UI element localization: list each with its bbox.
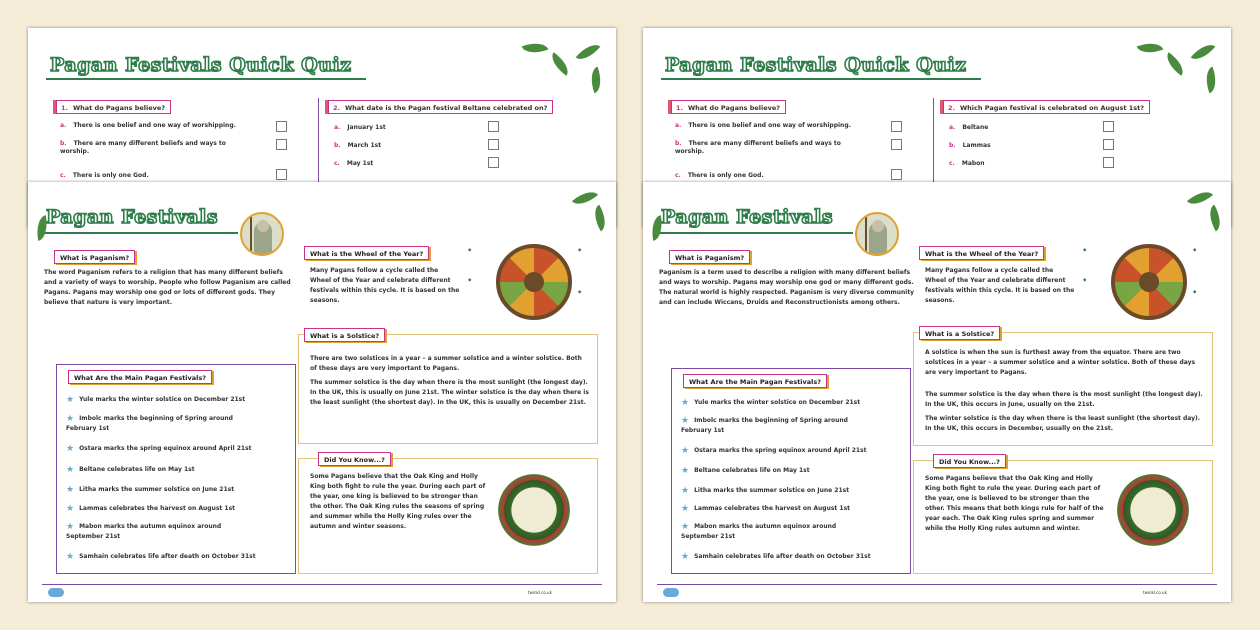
leaf-icon: [1162, 52, 1189, 76]
checkbox-1b[interactable]: [891, 139, 902, 150]
what-is-paganism-text: The word Paganism refers to a religion that has many different beliefs and a variety of ways to worship. People who follow Paganism are called Pagans. Pagans may worship one god or lots of different gods. They believe that nature is very important.: [44, 269, 291, 306]
festival-item: ★ Mabon marks the autumn equinox around September 21st: [681, 522, 837, 540]
star-icon: ★: [681, 398, 690, 408]
wheel-label: ◆: [1193, 248, 1197, 253]
footer-line: [657, 584, 1217, 585]
star-icon: ★: [66, 552, 75, 562]
festival-item: ★ Ostara marks the spring equinox around April 21st: [681, 446, 867, 456]
divider: [933, 98, 934, 188]
wheel-of-year-illustration: [496, 244, 572, 320]
solstice-text-1: There are two solstices in a year – a summer solstice and a winter solstice. Both of these days are very important to Pagans.: [310, 355, 582, 372]
star-icon: ★: [681, 552, 690, 562]
wheel-label: ◆: [1083, 278, 1087, 283]
leaf-icon: [547, 52, 574, 76]
option-1a: a. There is one belief and one way of worshipping.: [60, 122, 236, 129]
main-festivals-heading: What Are the Main Pagan Festivals?: [683, 374, 827, 388]
wheel-label: ◆: [468, 248, 472, 253]
star-icon: ★: [66, 395, 75, 405]
star-icon: ★: [681, 504, 690, 514]
wheel-heading: What is the Wheel of the Year?: [919, 246, 1044, 260]
festival-item: ★ Beltane celebrates life on May 1st: [681, 466, 810, 476]
option-1a: a. There is one belief and one way of worshipping.: [675, 122, 851, 129]
title-underline: [661, 78, 981, 80]
star-icon: ★: [66, 414, 75, 424]
festival-item: ★ Samhain celebrates life after death on October 31st: [681, 552, 871, 562]
option-2c: c. May 1st: [334, 160, 374, 167]
festival-item: ★ Yule marks the winter solstice on December 21st: [681, 398, 861, 408]
festival-item: ★ Litha marks the summer solstice on June 21st: [681, 486, 850, 496]
festival-item: ★ Samhain celebrates life after death on October 31st: [66, 552, 256, 562]
option-1b: b. There are many different beliefs and ways to worship.: [60, 140, 226, 155]
checkbox-2c[interactable]: [488, 157, 499, 168]
leaf-icon: [576, 39, 601, 65]
option-1c: c. There is only one God.: [60, 172, 149, 179]
solstice-text-3: The winter solstice is the day when there is the least sunlight (the shortest day). In the UK, this occurs in December, usually on the 21st.: [925, 415, 1201, 432]
star-icon: ★: [66, 444, 75, 454]
info-sheet: [28, 182, 616, 602]
druid-illustration: [240, 212, 284, 256]
festival-item: ★ Imbolc marks the beginning of Spring around February 1st: [66, 414, 233, 432]
wheel-heading: What is the Wheel of the Year?: [304, 246, 429, 260]
checkbox-1a[interactable]: [891, 121, 902, 132]
checkbox-2a[interactable]: [488, 121, 499, 132]
what-is-paganism-text: Paganism is a term used to describe a religion with many different beliefs and ways to worship. Pagans may worship one god or many different gods. The natural world is highly respected. Paganism is very diverse community and can include Wiccans, Druids and Reconstructionists among others.: [659, 269, 915, 306]
wheel-label: ◆: [1193, 290, 1197, 295]
checkbox-1b[interactable]: [276, 139, 287, 150]
oak-holly-king-wreath-illustration: [1117, 474, 1189, 546]
checkbox-1a[interactable]: [276, 121, 287, 132]
did-you-know-heading: Did You Know...?: [318, 452, 391, 466]
checkbox-1c[interactable]: [891, 169, 902, 180]
star-icon: ★: [681, 466, 690, 476]
star-icon: ★: [66, 485, 75, 495]
solstice-text-1: A solstice is when the sun is furthest away from the equator. There are two solstices in a year – a summer solstice and a winter solstice. Both of these days are very important to Pagans.: [925, 349, 1196, 376]
wheel-label: ◆: [578, 290, 582, 295]
wheel-label: ◆: [578, 248, 582, 253]
solstice-heading: What is a Solstice?: [304, 328, 385, 342]
did-you-know-heading: Did You Know...?: [933, 454, 1006, 468]
did-you-know-text: Some Pagans believe that the Oak King and Holly King both fight to rule the year. During each part of the year, one king is believed to be stronger than the other. The Oak King rules the seasons of spring and summer while the Holly King rules over the autumn and winter seasons.: [310, 473, 486, 530]
option-2c: c. Mabon: [949, 160, 985, 167]
worksheet-preview-left: [28, 28, 616, 602]
leaf-icon: [522, 38, 549, 57]
question-1-heading: 1. What do Pagans believe?: [671, 100, 786, 114]
question-2-heading: 2. What date is the Pagan festival Beltane celebrated on?: [328, 100, 553, 114]
checkbox-2b[interactable]: [488, 139, 499, 150]
leaf-icon: [572, 186, 598, 211]
title-underline: [42, 232, 238, 234]
twinkl-logo-icon: [48, 588, 64, 597]
checkbox-2c[interactable]: [1103, 157, 1114, 168]
info-title: Pagan Festivals: [46, 206, 219, 228]
quiz-title: Pagan Festivals Quick Quiz: [665, 54, 967, 76]
question-2-heading: 2. Which Pagan festival is celebrated on August 1st?: [943, 100, 1150, 114]
star-icon: ★: [681, 446, 690, 456]
wheel-of-year-illustration: [1111, 244, 1187, 320]
what-is-paganism-heading: What is Paganism?: [54, 250, 135, 264]
twinkl-logo-icon: [663, 588, 679, 597]
footer-url: twinkl.co.uk: [1143, 590, 1167, 595]
wheel-text: Many Pagans follow a cycle called the Wheel of the Year and celebrate different festivals within this cycle. It is based on the seasons.: [310, 267, 460, 304]
quiz-title: Pagan Festivals Quick Quiz: [50, 54, 352, 76]
what-is-paganism-heading: What is Paganism?: [669, 250, 750, 264]
question-1-heading: 1. What do Pagans believe?: [56, 100, 171, 114]
option-1b: b. There are many different beliefs and ways to worship.: [675, 140, 841, 155]
leaf-icon: [1187, 186, 1213, 211]
festival-item: ★ Beltane celebrates life on May 1st: [66, 465, 195, 475]
checkbox-1c[interactable]: [276, 169, 287, 180]
leaf-icon: [1191, 39, 1216, 65]
druid-illustration: [855, 212, 899, 256]
festival-item: ★ Lammas celebrates the harvest on August 1st: [66, 504, 236, 514]
wheel-label: ◆: [1083, 248, 1087, 253]
divider: [910, 368, 911, 574]
footer-line: [42, 584, 602, 585]
solstice-text-2: The summer solstice is the day when there is the most sunlight (the longest day). In the UK, this is usually on June 21st. The winter solstice is the day when there is the least sunlight (the shortest day). In the UK, this is usually on December 21st.: [310, 379, 589, 406]
leaf-icon: [589, 205, 611, 232]
festival-item: ★ Lammas celebrates the harvest on August 1st: [681, 504, 851, 514]
option-2b: b. Lammas: [949, 142, 991, 149]
star-icon: ★: [66, 504, 75, 514]
solstice-text-2: The summer solstice is the day when there is the most sunlight (the longest day). In the UK, this occurs in June, usually on the 21st.: [925, 391, 1203, 408]
option-2b: b. March 1st: [334, 142, 382, 149]
divider: [295, 364, 296, 574]
option-2a: a. Beltane: [949, 124, 989, 131]
leaf-icon: [1204, 205, 1226, 232]
footer-url: twinkl.co.uk: [528, 590, 552, 595]
title-underline: [46, 78, 366, 80]
festival-item: ★ Litha marks the summer solstice on June 21st: [66, 485, 235, 495]
info-sheet: [643, 182, 1231, 602]
star-icon: ★: [681, 486, 690, 496]
wheel-label: ◆: [468, 278, 472, 283]
star-icon: ★: [66, 465, 75, 475]
option-2a: a. January 1st: [334, 124, 386, 131]
title-underline: [657, 232, 853, 234]
wheel-text: Many Pagans follow a cycle called the Wheel of the Year and celebrate different festivals within this cycle. It is based on the seasons.: [925, 267, 1075, 304]
leaf-icon: [1137, 38, 1164, 57]
solstice-heading: What is a Solstice?: [919, 326, 1000, 340]
star-icon: ★: [66, 522, 75, 532]
main-festivals-heading: What Are the Main Pagan Festivals?: [68, 370, 212, 384]
did-you-know-text: Some Pagans believe that the Oak King and Holly King both fight to rule the year. During each part of the year, one is believed to be stronger than the other. This means that both kings rule for half of the year each. The Oak King rules spring and summer while the Holly King rules autumn and winter.: [925, 475, 1104, 532]
checkbox-2b[interactable]: [1103, 139, 1114, 150]
festival-item: ★ Mabon marks the autumn equinox around September 21st: [66, 522, 222, 540]
checkbox-2a[interactable]: [1103, 121, 1114, 132]
divider: [318, 98, 319, 188]
festival-item: ★ Ostara marks the spring equinox around April 21st: [66, 444, 252, 454]
worksheet-preview-right: [643, 28, 1231, 602]
festival-item: ★ Imbolc marks the beginning of Spring around February 1st: [681, 416, 848, 434]
star-icon: ★: [681, 522, 690, 532]
star-icon: ★: [681, 416, 690, 426]
festival-item: ★ Yule marks the winter solstice on December 21st: [66, 395, 246, 405]
leaf-icon: [586, 67, 605, 94]
option-1c: c. There is only one God.: [675, 172, 764, 179]
info-title: Pagan Festivals: [661, 206, 834, 228]
oak-holly-king-wreath-illustration: [498, 474, 570, 546]
leaf-icon: [1201, 67, 1220, 94]
